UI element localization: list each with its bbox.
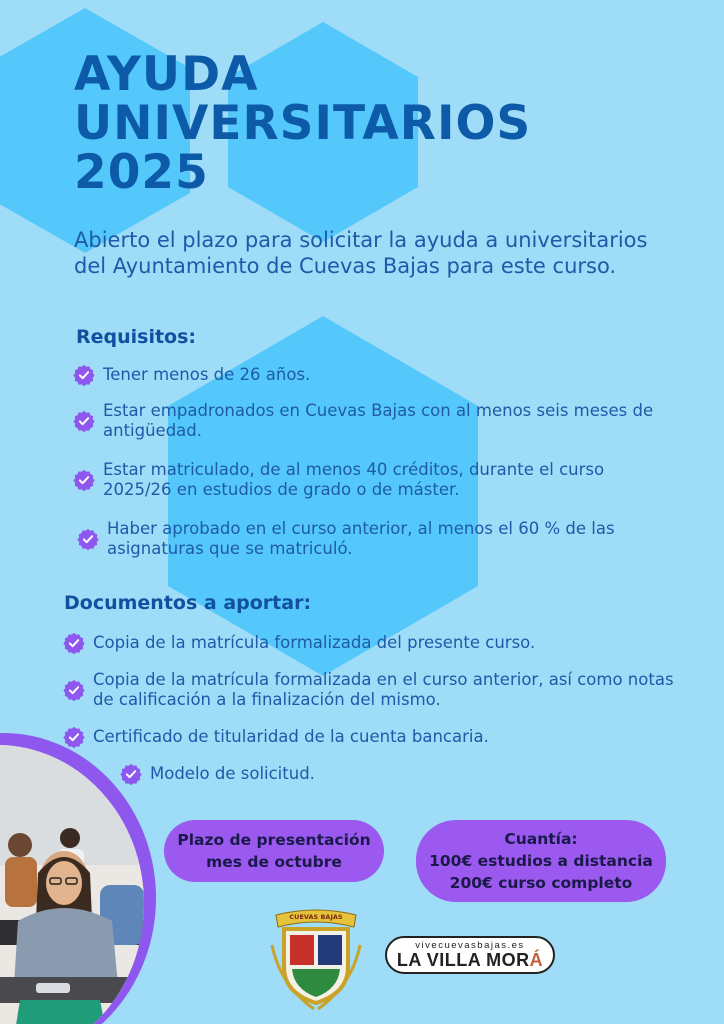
requisito-item (73, 401, 663, 441)
documento-item (63, 726, 683, 748)
requisito-text: Estar empadronados en Cuevas Bajas con al menos seis meses de antigüedad. (103, 401, 654, 440)
verified-check-badge-icon (63, 726, 85, 748)
requisito-item (73, 460, 673, 500)
cuantia-badge (416, 820, 666, 902)
requisito-item (73, 364, 593, 386)
verified-check-badge-icon (63, 632, 85, 654)
requisito-text: Estar matriculado, de al menos 40 créditos, durante el curso 2025/26 en estudios de grado o de máster. (103, 460, 605, 499)
verified-check-badge-icon (120, 763, 142, 785)
verified-check-badge-icon (63, 679, 85, 701)
requisito-item (77, 519, 667, 559)
requisito-text: Tener menos de 26 años. (103, 365, 311, 384)
crest-text: CUEVAS BAJAS (289, 913, 343, 921)
title-line-1: AYUDA (74, 47, 259, 102)
verified-check-badge-icon (73, 364, 95, 386)
cuantia-line-3: 200€ curso completo (449, 874, 633, 892)
plazo-badge (164, 820, 384, 882)
plazo-line-1: Plazo de presentación (177, 831, 371, 849)
verified-check-badge-icon (77, 528, 99, 550)
documento-text: Copia de la matrícula formalizada del presente curso. (93, 633, 536, 652)
villa-name: LA VILLA MORÁ (396, 950, 544, 970)
documentos-heading: Documentos a aportar: (64, 592, 312, 614)
plazo-line-2: mes de octubre (206, 853, 342, 871)
documento-item (63, 632, 683, 654)
page-title (74, 47, 532, 200)
requisitos-heading: Requisitos: (76, 326, 197, 348)
documento-text: Copia de la matrícula formalizada en el curso anterior, así como notas de calificación a la finalización del mismo. (93, 670, 674, 709)
documento-text: Certificado de titularidad de la cuenta bancaria. (93, 727, 489, 746)
cuevas-bajas-crest-logo (270, 905, 362, 1013)
title-line-3: 2025 (74, 145, 209, 200)
title-line-2: UNIVERSITARIOS (74, 96, 532, 151)
documento-item (120, 763, 520, 785)
intro-paragraph: Abierto el plazo para solicitar la ayuda a universitarios del Ayuntamiento de Cuevas Bajas para este curso. (74, 228, 648, 278)
documento-item (63, 670, 693, 710)
requisito-text: Haber aprobado en el curso anterior, al menos el 60 % de las asignaturas que se matriculó. (107, 519, 615, 558)
cuantia-line-2: 100€ estudios a distancia (429, 852, 653, 870)
villa-url: vivecuevasbajas.es (415, 940, 525, 951)
la-villa-mora-logo (385, 936, 555, 974)
verified-check-badge-icon (73, 469, 95, 491)
cuantia-line-1: Cuantía: (504, 830, 578, 848)
documento-text: Modelo de solicitud. (150, 764, 315, 783)
verified-check-badge-icon (73, 410, 95, 432)
students-photo-illustration (0, 745, 144, 1024)
